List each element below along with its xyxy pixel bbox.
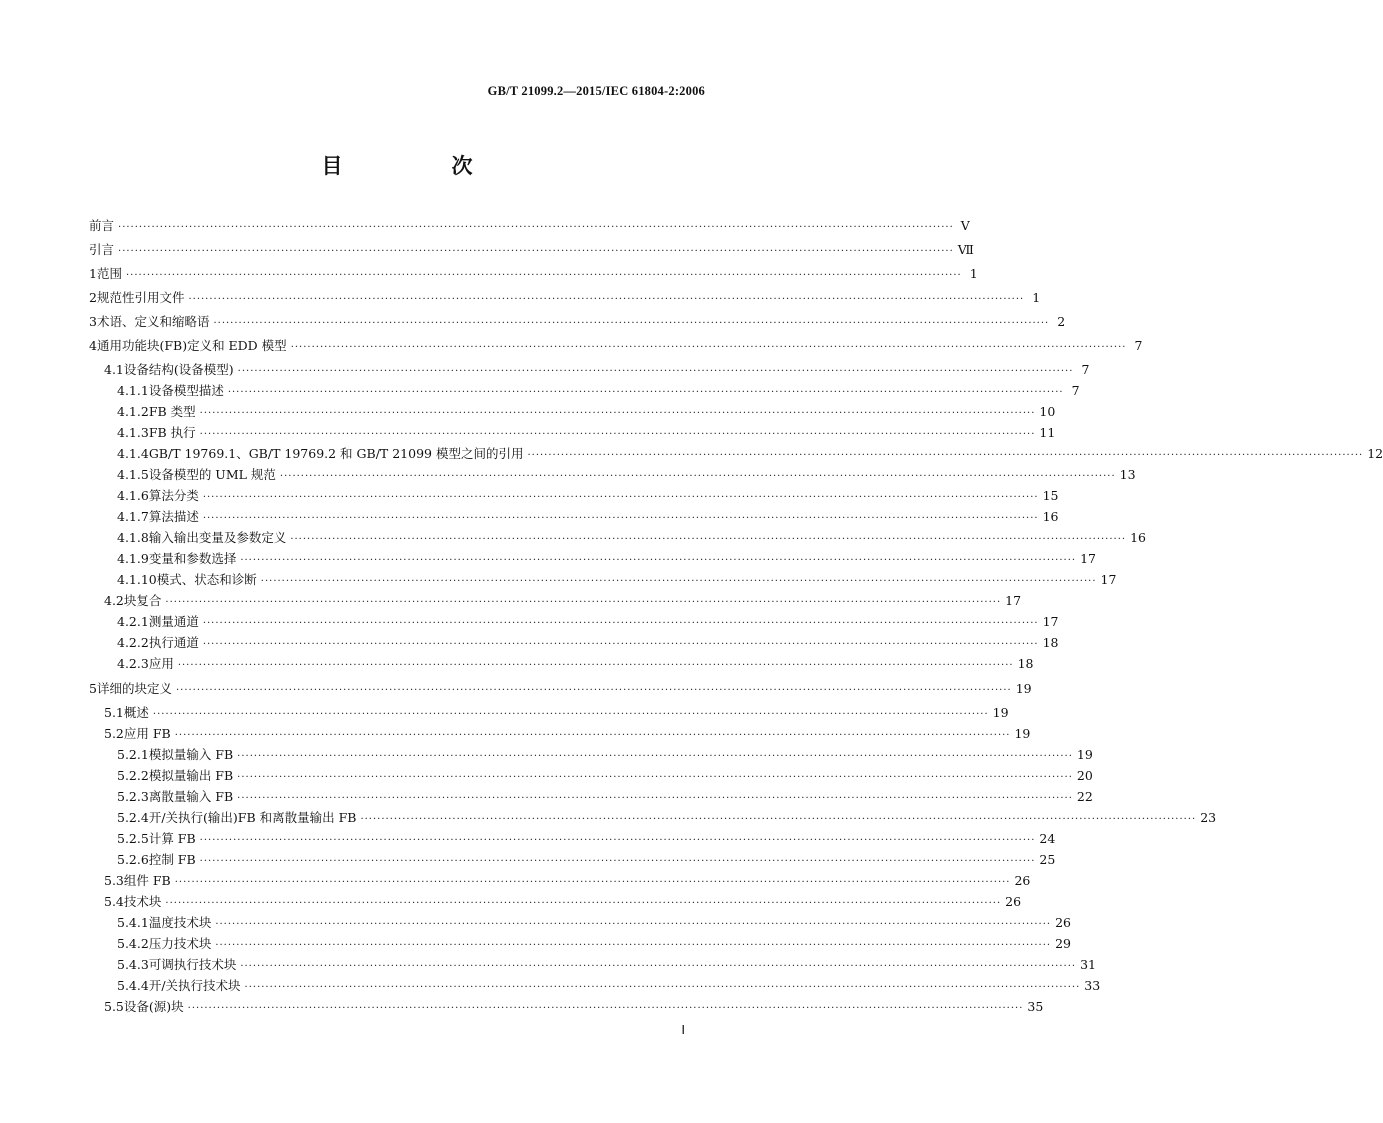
toc-entry-page: 11 [1039, 425, 1056, 440]
toc-entry-label: 计算 FB [148, 831, 196, 846]
toc-entry-page: Ⅴ [960, 218, 970, 233]
toc-entry-number: 4.1.8 [117, 530, 149, 545]
toc-entry-label: 设备模型描述 [148, 383, 224, 398]
toc-entry-number: 5.4.4 [117, 978, 149, 993]
toc-entry[interactable] [89, 591, 1022, 611]
toc-entry-number: 5.4 [104, 894, 124, 909]
toc-entry-page: 7 [1134, 338, 1143, 353]
toc-entry-label: 开/关执行技术块 [148, 978, 241, 993]
toc-entry[interactable] [89, 850, 1056, 870]
toc-leader-dots: ········································································································································································································ [175, 685, 1012, 696]
toc-entry-label: 范围 [96, 266, 122, 281]
toc-leader-dots: ········································································································································································································ [213, 318, 1050, 329]
toc-leader-dots: ········································································································································································································ [202, 492, 1039, 503]
toc-entry[interactable] [89, 570, 1117, 590]
toc-entry-number: 4.2.3 [117, 656, 149, 671]
toc-entry-number: 2 [89, 290, 97, 305]
toc-leader-dots: ········································································································································································································ [202, 639, 1039, 650]
toc-entry[interactable] [89, 633, 1059, 653]
toc-entry-page: 22 [1076, 789, 1093, 804]
toc-entry-label: 设备结构(设备模型) [123, 362, 234, 377]
toc-entry[interactable] [89, 892, 1022, 912]
toc-entry[interactable] [89, 829, 1056, 849]
toc-entry-label: 算法描述 [148, 509, 199, 524]
toc-entry-page: 18 [1042, 635, 1059, 650]
toc-entry-page: 15 [1042, 488, 1059, 503]
toc-leader-dots: ········································································································································································································ [237, 751, 1073, 762]
toc-entry-label: 温度技术块 [148, 915, 212, 930]
toc-entry-number: 5.2 [104, 726, 124, 741]
toc-entry-page: Ⅶ [957, 242, 974, 257]
toc-leader-dots: ········································································································································································································ [152, 709, 989, 720]
toc-entry-page: 18 [1017, 656, 1034, 671]
toc-entry-page: 24 [1039, 831, 1056, 846]
toc-entry-page: 17 [1080, 551, 1096, 566]
toc-entry-label: 前言 [89, 218, 115, 233]
toc-entry[interactable] [89, 913, 1071, 933]
toc-entry-label: 离散量输入 FB [148, 789, 234, 804]
toc-entry-page: 19 [992, 705, 1009, 720]
toc-entry-page: 16 [1130, 530, 1146, 545]
toc-entry-number: 4.1.6 [117, 488, 149, 503]
toc-entry[interactable] [89, 766, 1093, 786]
toc-entry-label: 模拟量输出 FB [148, 768, 234, 783]
toc-entry-page: 26 [1014, 873, 1031, 888]
toc-entry-page: 7 [1081, 362, 1090, 377]
toc-entry-page: 19 [1015, 681, 1032, 696]
toc-entry-label: 详细的块定义 [96, 681, 172, 696]
toc-entry-number: 5.2.5 [117, 831, 149, 846]
toc-leader-dots: ········································································································································································································ [237, 366, 1074, 377]
toc-leader-dots: ········································································································································································································ [187, 1003, 1024, 1014]
toc-entry[interactable] [89, 402, 1056, 422]
toc-entry-number: 5.2.2 [117, 768, 149, 783]
toc-entry[interactable] [89, 808, 1217, 828]
toc-entry-page: 29 [1055, 936, 1071, 951]
toc-entry-page: 1 [969, 266, 978, 281]
toc-leader-dots: ········································································································································································································ [199, 429, 1036, 440]
toc-entry-page: 2 [1057, 314, 1066, 329]
toc-entry-page: 13 [1119, 467, 1136, 482]
toc-entry-number: 5.4.2 [117, 936, 149, 951]
toc-entry-label: 控制 FB [148, 852, 196, 867]
toc-entry[interactable] [89, 724, 1031, 744]
toc-entry-label: 开/关执行(输出)FB 和离散量输出 FB [148, 810, 357, 825]
toc-leader-dots: ········································································································································································································ [188, 294, 1025, 305]
toc-entry[interactable] [89, 612, 1059, 632]
toc-leader-dots: ········································································································································································································ [215, 940, 1052, 951]
toc-entry-number: 4.1.9 [117, 551, 149, 566]
toc-entry-page: 20 [1076, 768, 1093, 783]
toc-entry-number: 4.1.10 [117, 572, 157, 587]
toc-entry[interactable] [89, 871, 1031, 891]
toc-entry-page: 19 [1014, 726, 1031, 741]
toc-entry-page: 26 [1055, 915, 1071, 930]
toc-entry-number: 4.2.2 [117, 635, 149, 650]
toc-entry-page: 26 [1005, 894, 1022, 909]
toc-entry-label: FB 执行 [148, 425, 196, 440]
toc-entry-label: 模拟量输入 FB [148, 747, 234, 762]
toc-entry-label: 应用 FB [123, 726, 171, 741]
toc-entry[interactable] [89, 955, 1096, 975]
toc-entry-label: 应用 [148, 656, 174, 671]
toc-entry-number: 4.1.5 [117, 467, 149, 482]
toc-entry-label: 术语、定义和缩略语 [96, 314, 210, 329]
toc-leader-dots: ········································································································································································································ [290, 342, 1127, 353]
toc-entry[interactable] [89, 465, 1136, 485]
toc-entry-label: 模式、状态和诊断 [156, 572, 257, 587]
toc-entry-label: 规范性引用文件 [96, 290, 185, 305]
toc-entry[interactable] [89, 360, 1090, 380]
toc-entry[interactable] [89, 216, 970, 236]
toc-entry-number: 5.2.1 [117, 747, 149, 762]
toc-entry[interactable] [89, 654, 1034, 674]
toc-entry-page: 23 [1200, 810, 1217, 825]
toc-entry-number: 4.1.4 [117, 446, 149, 461]
toc-entry-page: 17 [1042, 614, 1059, 629]
toc-leader-dots: ········································································································································································································ [527, 450, 1364, 461]
page-number: Ⅰ [681, 1023, 685, 1037]
toc-entry-number: 4.1.3 [117, 425, 149, 440]
toc-entry-label: 组件 FB [123, 873, 171, 888]
toc-entry[interactable] [89, 787, 1093, 807]
toc-entry-number: 4 [89, 338, 97, 353]
toc-entry[interactable] [89, 679, 1032, 699]
toc-entry-number: 4.1 [104, 362, 124, 377]
toc-leader-dots: ········································································································································································································ [165, 597, 1002, 608]
toc-entry[interactable] [89, 423, 1056, 443]
toc-entry[interactable] [89, 312, 1066, 332]
toc-leader-dots: ········································································································································································································ [237, 772, 1073, 783]
toc-entry-page: 33 [1084, 978, 1101, 993]
standard-code: GB/T 21099.2—2015/IEC 61804-2:2006 [487, 84, 705, 98]
toc-leader-dots: ········································································································································································································ [118, 222, 954, 233]
toc-entry[interactable] [89, 288, 1041, 308]
toc-entry[interactable] [89, 934, 1071, 954]
toc-entry-label: GB/T 19769.1、GB/T 19769.2 和 GB/T 21099 模型之间的引用 [148, 446, 524, 461]
toc-entry-number: 5.1 [104, 705, 124, 720]
toc-leader-dots: ········································································································································································································ [240, 555, 1077, 566]
toc-entry-label: 概述 [123, 705, 149, 720]
toc-entry-page: 17 [1005, 593, 1022, 608]
toc-leader-dots: ········································································································································································································ [215, 919, 1052, 930]
toc-entry[interactable] [89, 486, 1059, 506]
toc-entry[interactable] [89, 703, 1009, 723]
toc-leader-dots: ········································································································································································································ [165, 898, 1002, 909]
toc-entry-page: 25 [1039, 852, 1056, 867]
toc-leader-dots: ········································································································································································································ [360, 814, 1197, 825]
toc-entry-number: 5 [89, 681, 97, 696]
toc-entry-label: 测量通道 [148, 614, 199, 629]
toc-entry[interactable] [89, 549, 1096, 569]
toc-entry-page: 1 [1032, 290, 1041, 305]
toc-leader-dots: ········································································································································································································ [202, 513, 1039, 524]
toc-entry[interactable] [89, 507, 1059, 527]
toc-entry[interactable] [89, 336, 1143, 356]
toc-entry-number: 5.5 [104, 999, 124, 1014]
toc-entry[interactable] [89, 745, 1093, 765]
toc-entry[interactable] [89, 240, 974, 260]
toc-entry-page: 35 [1027, 999, 1044, 1014]
toc-entry-label: FB 类型 [148, 404, 196, 419]
toc-entry-label: 块复合 [123, 593, 162, 608]
toc-leader-dots: ········································································································································································································ [202, 618, 1039, 629]
toc-entry-page: 31 [1080, 957, 1096, 972]
toc-entry[interactable] [89, 997, 1044, 1017]
toc-entry-label: 输入输出变量及参数定义 [148, 530, 287, 545]
toc-leader-dots: ········································································································································································································ [199, 856, 1036, 867]
toc-entry-number: 4.1.7 [117, 509, 149, 524]
toc-leader-dots: ········································································································································································································ [174, 730, 1011, 741]
toc-leader-dots: ········································································································································································································ [244, 982, 1081, 993]
toc-entry-label: 技术块 [123, 894, 162, 909]
toc-entry-number: 3 [89, 314, 97, 329]
toc-entry-number: 5.4.1 [117, 915, 149, 930]
toc-entry-label: 设备模型的 UML 规范 [148, 467, 276, 482]
toc-leader-dots: ········································································································································································································ [177, 660, 1014, 671]
toc-entry-label: 可调执行技术块 [148, 957, 237, 972]
toc-entry-page: 19 [1076, 747, 1093, 762]
toc-entry[interactable] [89, 444, 1383, 464]
toc-leader-dots: ········································································································································································································ [290, 534, 1127, 545]
toc-entry-number: 5.2.4 [117, 810, 149, 825]
toc-entry-page: 10 [1039, 404, 1056, 419]
toc-entry-number: 5.2.6 [117, 852, 149, 867]
toc-entry-number: 4.1.2 [117, 404, 149, 419]
toc-entry-label: 变量和参数选择 [148, 551, 237, 566]
toc-entry-page: 17 [1100, 572, 1117, 587]
toc-entry-number: 5.2.3 [117, 789, 149, 804]
toc-leader-dots: ········································································································································································································ [279, 471, 1116, 482]
toc-entry-label: 引言 [89, 242, 115, 257]
toc-entry-number: 4.2 [104, 593, 124, 608]
toc-entry-number: 5.4.3 [117, 957, 149, 972]
toc-entry-page: 12 [1367, 446, 1383, 461]
toc-entry-number: 1 [89, 266, 97, 281]
toc-entry-label: 压力技术块 [148, 936, 212, 951]
toc-leader-dots: ········································································································································································································ [199, 835, 1036, 846]
toc-leader-dots: ········································································································································································································ [174, 877, 1011, 888]
toc-entry-label: 算法分类 [148, 488, 199, 503]
toc-entry-number: 5.3 [104, 873, 124, 888]
page-title: 目 次 [321, 153, 517, 178]
toc-leader-dots: ········································································································································································································ [240, 961, 1077, 972]
toc-entry-number: 4.1.1 [117, 383, 149, 398]
toc-entry-page: 16 [1042, 509, 1059, 524]
toc-entry[interactable] [89, 976, 1101, 996]
toc-entry[interactable] [89, 528, 1146, 548]
toc-leader-dots: ········································································································································································································ [199, 408, 1036, 419]
toc-entry[interactable] [89, 264, 978, 284]
toc-entry-label: 设备(源)块 [123, 999, 184, 1014]
toc-entry-number: 4.2.1 [117, 614, 149, 629]
toc-leader-dots: ········································································································································································································ [118, 246, 954, 257]
toc-entry-label: 执行通道 [148, 635, 199, 650]
toc-entry[interactable] [89, 381, 1080, 401]
toc-leader-dots: ········································································································································································································ [237, 793, 1073, 804]
toc-leader-dots: ········································································································································································································ [227, 387, 1064, 398]
toc-leader-dots: ········································································································································································································ [260, 576, 1097, 587]
toc-leader-dots: ········································································································································································································ [125, 270, 962, 281]
toc-entry-page: 7 [1071, 383, 1080, 398]
toc-entry-label: 通用功能块(FB)定义和 EDD 模型 [96, 338, 287, 353]
